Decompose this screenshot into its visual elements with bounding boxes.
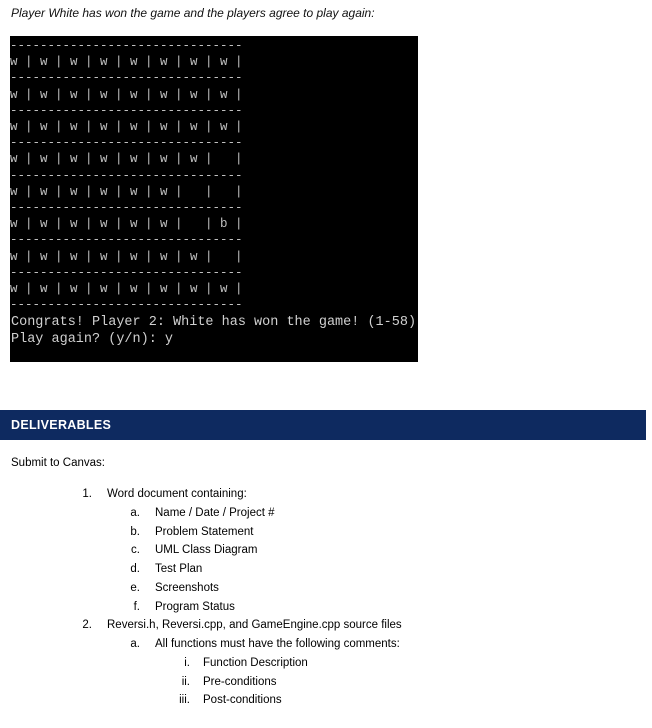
sub-list-item: Test Plan — [155, 563, 203, 575]
section-title: DELIVERABLES — [11, 418, 112, 432]
sub-list-item: All functions must have the following comments: — [155, 638, 400, 650]
sub-list-item: Problem Statement — [155, 526, 254, 538]
roman-list-number: ii. — [181, 676, 190, 688]
win-message: Congrats! Player 2: White has won the game! (1-58) — [11, 315, 417, 330]
list-item: Reversi.h, Reversi.cpp, and GameEngine.cpp source files — [107, 619, 402, 631]
sub-list-number: a. — [130, 638, 140, 650]
list-number: 2. — [82, 619, 92, 631]
roman-list-item: Pre-conditions — [203, 676, 277, 688]
sub-list-number: a. — [130, 507, 140, 519]
section-header-bar — [0, 410, 646, 440]
roman-list-item: Post-conditions — [203, 694, 282, 706]
game-board: ------------------------------- w | w | w | w | w | w | w | w | ------------------------------- w | w | w | w | w | w | w | w | ------------------------------- w | w | w | w | w | w | w | w | ------------------------------- w | w | w | w | w | w | w | | ------------------------------- w | w | w | w | w | w | | | ------------------------------- w | w | w | w | w | w | | b | ------------------------------- w | w | w | w | w | w | w | | ------------------------------- w | w | w | w | w | w | w | w | ------------------------------- — [10, 39, 243, 313]
console-screenshot — [10, 36, 418, 362]
sub-list-number: c. — [131, 544, 140, 556]
roman-list-number: iii. — [179, 694, 190, 706]
sub-list-number: e. — [130, 582, 140, 594]
sub-list-item: Name / Date / Project # — [155, 507, 275, 519]
sub-list-item: Program Status — [155, 601, 235, 613]
roman-list-number: i. — [184, 657, 190, 669]
sub-list-item: Screenshots — [155, 582, 219, 594]
list-item: Word document containing: — [107, 488, 247, 500]
screenshot-caption: Player White has won the game and the players agree to play again: — [11, 6, 375, 20]
roman-list-item: Function Description — [203, 657, 308, 669]
list-number: 1. — [82, 488, 92, 500]
sub-list-number: b. — [130, 526, 140, 538]
intro-text: Submit to Canvas: — [11, 457, 105, 469]
play-again-prompt: Play again? (y/n): y — [11, 332, 174, 347]
sub-list-number: d. — [130, 563, 140, 575]
sub-list-number: f. — [133, 601, 140, 613]
sub-list-item: UML Class Diagram — [155, 544, 258, 556]
